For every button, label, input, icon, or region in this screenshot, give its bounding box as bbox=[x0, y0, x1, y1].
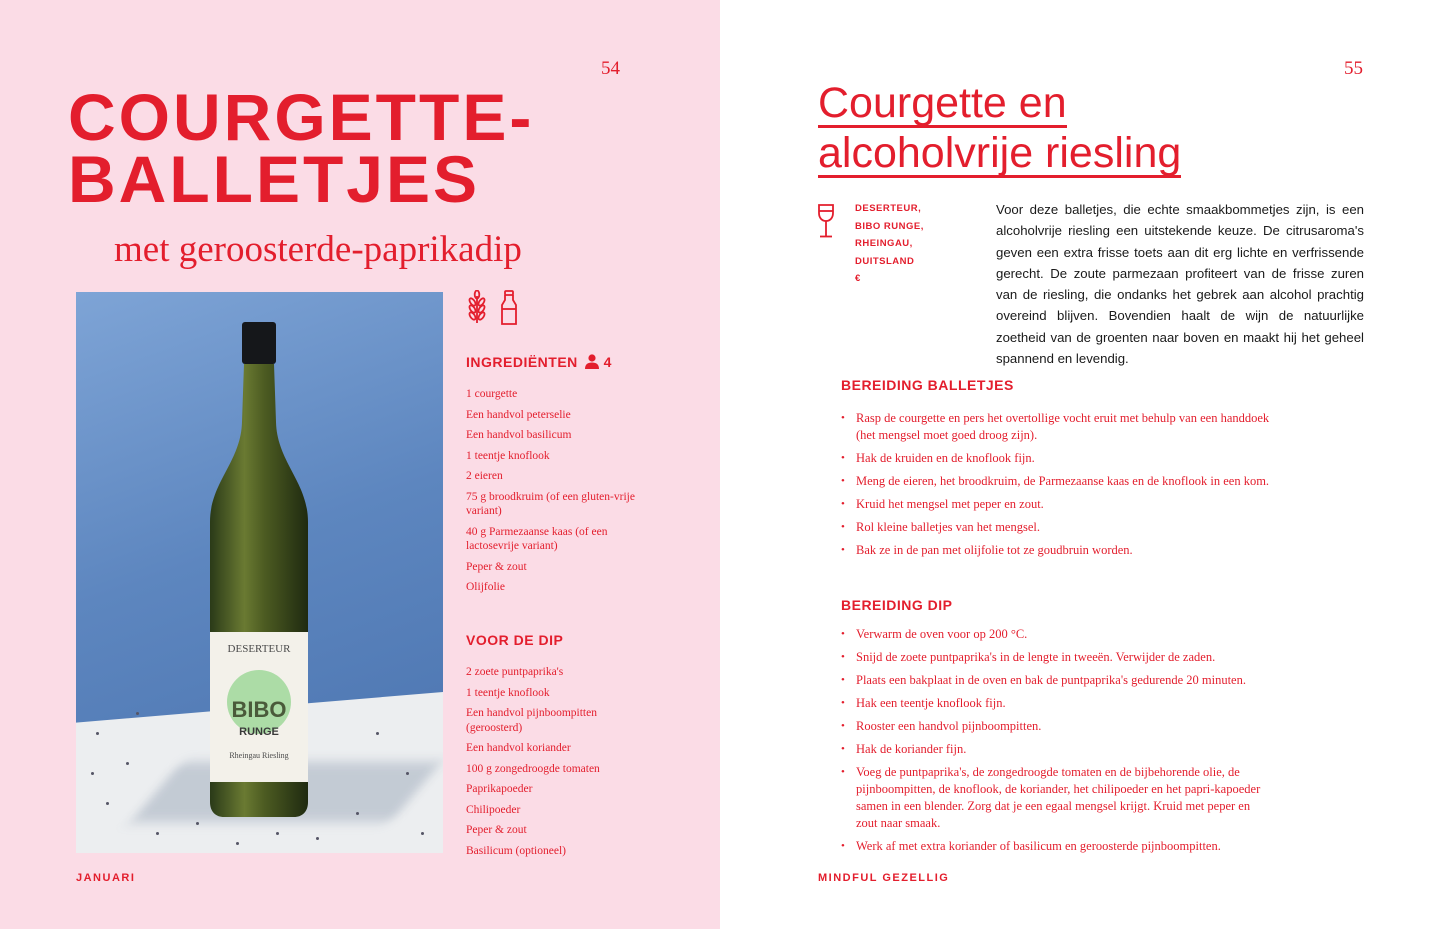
balletjes-steps bbox=[841, 410, 1271, 565]
recipe-title bbox=[68, 80, 535, 216]
list-item: Olijfolie bbox=[466, 581, 505, 593]
list-item: Peper & zout bbox=[466, 824, 527, 836]
pairing-title-line-1: Courgette en bbox=[818, 79, 1067, 127]
list-item: • Kruid het mengsel met peper en zout. bbox=[841, 496, 1271, 513]
ingredients-list bbox=[466, 387, 636, 601]
wine-price: € bbox=[855, 273, 861, 284]
bottle-varietal: Rheingau Riesling bbox=[229, 751, 289, 760]
list-item: • Voeg de puntpaprika's, de zongedroogde tomaten en de bijbehorende olie, de pijnboompitten, de knoflook, de koriander, het chilipoeder en het papri-kapoeder samen in een blender. Zorg dat je een egaal mengsel krijgt. Kruid met peper en zout naar smaak. bbox=[841, 764, 1271, 832]
wine-meta bbox=[855, 200, 924, 288]
list-item: • Hak een teentje knoflook fijn. bbox=[841, 695, 1271, 712]
list-item: Een handvol pijnboompitten (geroosterd) bbox=[466, 707, 597, 734]
dip-steps bbox=[841, 626, 1271, 861]
ingredients-heading: INGREDIËNTEN 4 bbox=[466, 354, 612, 370]
list-item: Paprikapoeder bbox=[466, 783, 533, 795]
list-item: • Rasp de courgette en pers het overtollige vocht eruit met behulp van een handdoek (het mengsel moet goed droog zijn). bbox=[841, 410, 1271, 444]
list-item: • Bak ze in de pan met olijfolie tot ze goudbruin worden. bbox=[841, 542, 1271, 559]
diet-icons bbox=[466, 290, 518, 326]
footer-chapter: JANUARI bbox=[76, 872, 136, 884]
list-item: Chilipoeder bbox=[466, 803, 521, 816]
list-item: 2 zoete puntpaprika's bbox=[466, 666, 564, 678]
list-item: Een handvol koriander bbox=[466, 742, 571, 754]
wine-bottle bbox=[204, 322, 314, 817]
recipe-title-line-1: COURGETTE- bbox=[68, 80, 535, 154]
list-item: Basilicum (optioneel) bbox=[466, 844, 566, 857]
list-item: 75 g broodkruim (of een gluten-vrije variant) bbox=[466, 490, 635, 517]
list-item: Peper & zout bbox=[466, 560, 527, 573]
list-item: 40 g Parmezaanse kaas (of een lactosevrije variant) bbox=[466, 525, 608, 552]
list-item: 1 teentje knoflook bbox=[466, 449, 550, 462]
dip-ingredients-list bbox=[466, 665, 636, 864]
bottle-brand: DESERTEUR bbox=[227, 643, 291, 655]
list-item: • Werk af met extra koriander of basilicum en geroosterde pijnboompitten. bbox=[841, 838, 1271, 855]
list-item: • Snijd de zoete puntpaprika's in de lengte in tweeën. Verwijder de zaden. bbox=[841, 649, 1271, 666]
list-item: • Plaats een bakplaat in de oven en bak de puntpaprika's gedurende 20 minuten. bbox=[841, 672, 1271, 689]
wine-region: RHEINGAU, bbox=[855, 238, 913, 249]
page-number-right: 55 bbox=[1344, 58, 1363, 79]
balletjes-heading: BEREIDING BALLETJES bbox=[841, 377, 1014, 393]
list-item: Een handvol peterselie bbox=[466, 408, 571, 421]
recipe-title-line-2: BALLETJES bbox=[68, 142, 481, 216]
wine-glass-icon bbox=[816, 204, 836, 238]
bottle-name-line-2: RUNGE bbox=[239, 726, 279, 738]
footer-book-title: MINDFUL GEZELLIG bbox=[818, 872, 950, 884]
servings-count: 4 bbox=[603, 354, 612, 370]
person-icon bbox=[585, 354, 599, 369]
bottle-name-line-1: BIBO bbox=[231, 697, 287, 722]
pairing-title-line-2: alcoholvrije riesling bbox=[818, 129, 1182, 177]
wine-bottle-photo bbox=[76, 292, 443, 853]
list-item: • Hak de kruiden en de knoflook fijn. bbox=[841, 450, 1271, 467]
milk-bottle-icon bbox=[500, 290, 518, 326]
bereiding-dip-heading: BEREIDING DIP bbox=[841, 597, 953, 613]
list-item: • Verwarm de oven voor op 200 °C. bbox=[841, 626, 1271, 643]
list-item: 2 eieren bbox=[466, 470, 503, 482]
page-number: 54 bbox=[601, 58, 620, 79]
recipe-subtitle: met geroosterde-paprikadip bbox=[114, 229, 522, 270]
list-item: • Meng de eieren, het broodkruim, de Parmezaanse kaas en de knoflook in een kom. bbox=[841, 473, 1271, 490]
list-item: • Rol kleine balletjes van het mengsel. bbox=[841, 519, 1271, 536]
list-item: Een handvol basilicum bbox=[466, 429, 572, 441]
pairing-title bbox=[818, 78, 1181, 178]
wine-producer: DESERTEUR, bbox=[855, 203, 922, 214]
wine-name: BIBO RUNGE, bbox=[855, 220, 924, 232]
list-item: 1 courgette bbox=[466, 388, 518, 400]
wine-country: DUITSLAND bbox=[855, 255, 915, 267]
wheat-icon bbox=[466, 290, 488, 324]
list-item: 100 g zongedroogde tomaten bbox=[466, 762, 600, 775]
dip-heading: VOOR DE DIP bbox=[466, 632, 564, 648]
pairing-intro: Voor deze balletjes, die echte smaakbommetjes zijn, is een alcoholvrije riesling een uitstekende keuze. De citrusaroma's geven een extra frisse toets aan dit erg lichte en verfrissende gerecht. De zoute parmezaan profiteert van de frisse zuren van de riesling, die ondanks het gebrek aan alcohol prachtig overeind blijven. Bovendien haalt de wijn de natuurlijke zoetheid van de groenten naar boven en maakt hij het geheel spannend en levendig. bbox=[996, 202, 1364, 367]
list-item: • Hak de koriander fijn. bbox=[841, 741, 1271, 758]
list-item: • Rooster een handvol pijnboompitten. bbox=[841, 718, 1271, 735]
list-item: 1 teentje knoflook bbox=[466, 686, 550, 699]
